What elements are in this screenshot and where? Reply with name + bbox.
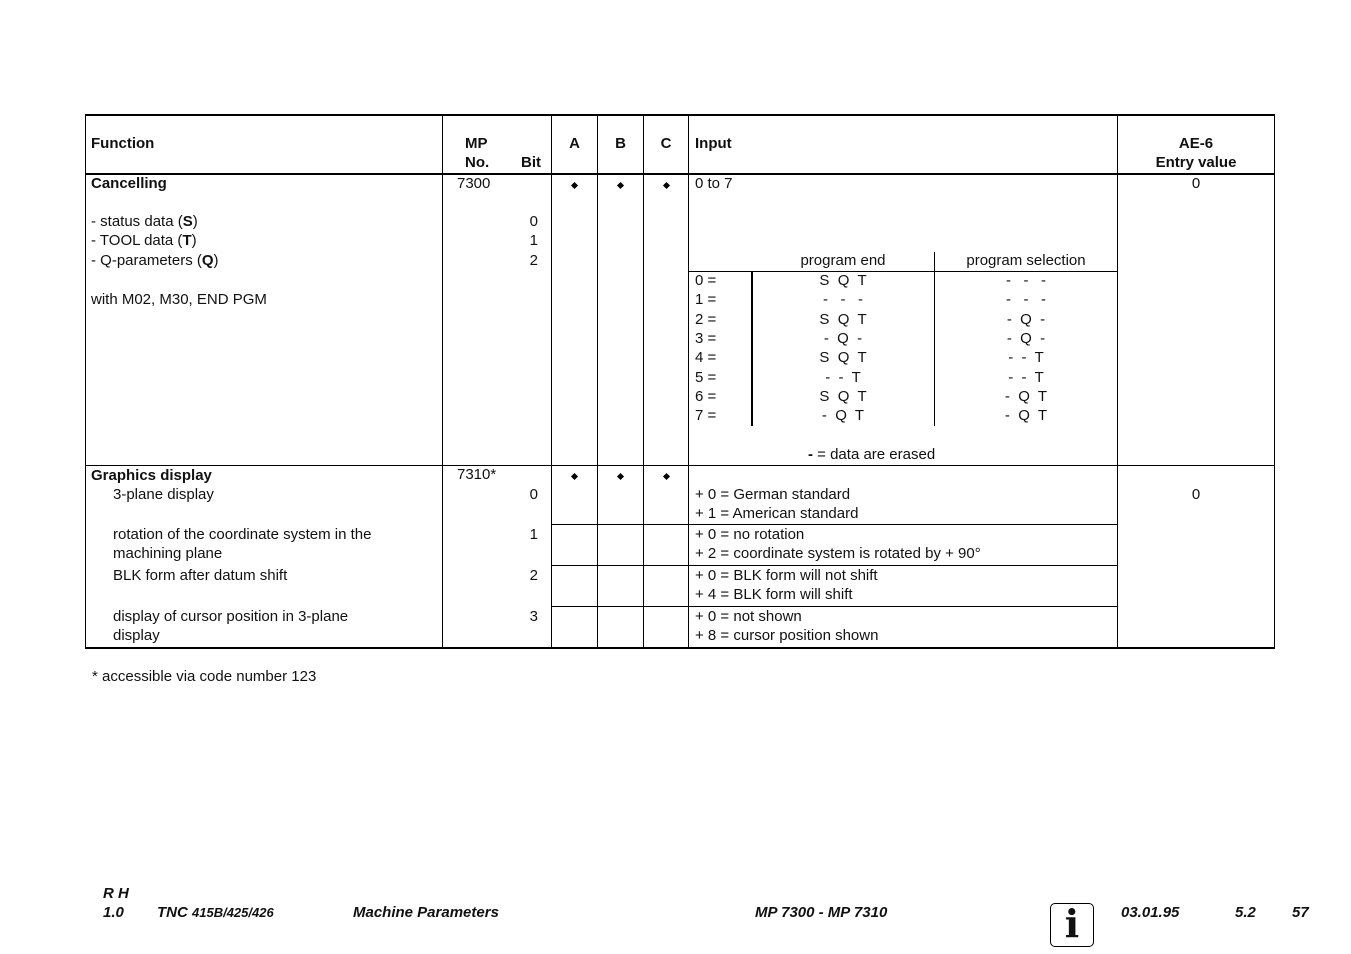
info-icon: i bbox=[1050, 903, 1094, 947]
header-bit: Bit bbox=[521, 154, 541, 171]
graphics-item-bit: 3 bbox=[529, 608, 538, 625]
code-row-value: 3 = bbox=[695, 329, 717, 347]
code-row-value: 7 = bbox=[695, 407, 717, 425]
col-program-selection: program selection bbox=[966, 252, 1086, 269]
cancelling-range: 0 to 7 bbox=[695, 175, 733, 192]
col-line bbox=[597, 114, 598, 649]
code-row-value: 1 = bbox=[695, 291, 717, 309]
col-line bbox=[442, 114, 443, 649]
footnote: * accessible via code number 123 bbox=[92, 668, 317, 685]
footer-version: 1.0 bbox=[103, 904, 124, 921]
graphics-mp: 7310* bbox=[457, 466, 497, 483]
footer-section-title: Machine Parameters bbox=[353, 904, 499, 921]
col-line bbox=[1117, 114, 1118, 649]
table-bottom-border bbox=[85, 647, 1275, 649]
header-function: Function bbox=[91, 135, 155, 152]
header-bottom-border bbox=[85, 173, 1275, 175]
diamond-b bbox=[617, 182, 624, 189]
header-mp: MP bbox=[465, 135, 488, 152]
footer-chapter: 5.2 bbox=[1235, 904, 1256, 921]
footer-page: 57 bbox=[1292, 904, 1309, 921]
footer-rh: R H bbox=[103, 885, 129, 902]
program-end-cell: S Q T bbox=[819, 310, 867, 328]
program-end-cell: S Q T bbox=[819, 272, 867, 289]
program-selection-cell: - Q T bbox=[1004, 407, 1048, 425]
program-selection-cell: - Q T bbox=[1004, 387, 1048, 405]
with-m02-note: with M02, M30, END PGM bbox=[91, 291, 267, 308]
program-end-cell: - Q T bbox=[821, 407, 865, 425]
program-selection-cell: - - T bbox=[1008, 368, 1044, 386]
col-program-end: program end bbox=[800, 252, 886, 269]
col-line bbox=[688, 114, 689, 649]
diamond-c bbox=[663, 473, 670, 480]
diamond-c bbox=[663, 182, 670, 189]
code-row-value: 2 = bbox=[695, 310, 717, 328]
graphics-item-input: + 4 = BLK form will shift bbox=[695, 586, 853, 603]
diamond-b bbox=[617, 473, 624, 480]
diamond-a bbox=[571, 182, 578, 189]
program-end-cell: - Q - bbox=[823, 329, 863, 347]
col-line bbox=[85, 114, 86, 649]
code-row-value: 4 = bbox=[695, 349, 717, 367]
graphics-item-bit: 0 bbox=[529, 486, 538, 503]
program-selection-cell: - - T bbox=[1008, 349, 1044, 367]
col-line bbox=[551, 114, 552, 649]
subrow-divider bbox=[551, 524, 1117, 525]
graphics-item-label: rotation of the coordinate system in the bbox=[113, 526, 372, 543]
footer-date: 03.01.95 bbox=[1121, 904, 1180, 921]
diamond-a bbox=[571, 473, 578, 480]
code-row-value: 0 = bbox=[695, 272, 717, 289]
graphics-item-input: + 0 = German standard bbox=[695, 486, 851, 503]
graphics-item-input: + 8 = cursor position shown bbox=[695, 627, 879, 644]
header-no: No. bbox=[465, 154, 490, 171]
tool-data-label: - TOOL data (T) bbox=[91, 232, 197, 249]
header-a: A bbox=[569, 135, 580, 152]
graphics-item-label-cont: machining plane bbox=[113, 545, 223, 562]
bit-0: 0 bbox=[529, 213, 538, 230]
footer-mp-range: MP 7300 - MP 7310 bbox=[755, 904, 888, 921]
program-selection-cell: - Q - bbox=[1006, 310, 1046, 328]
table-top-border bbox=[85, 114, 1275, 116]
col-line bbox=[643, 114, 644, 649]
footer-product: TNC 415B/425/426 bbox=[157, 904, 274, 921]
graphics-item-input: + 0 = BLK form will not shift bbox=[695, 567, 878, 584]
program-selection-cell: - Q - bbox=[1006, 329, 1046, 347]
graphics-title: Graphics display bbox=[91, 467, 212, 484]
q-params-label: - Q-parameters (Q) bbox=[91, 252, 219, 269]
graphics-item-label: display of cursor position in 3-plane bbox=[113, 608, 349, 625]
graphics-item-label-cont: display bbox=[113, 627, 160, 644]
graphics-item-label: 3-plane display bbox=[113, 486, 214, 503]
col-line bbox=[1274, 114, 1275, 649]
cancelling-mp: 7300 bbox=[457, 175, 491, 192]
cancelling-entry: 0 bbox=[1191, 175, 1201, 192]
graphics-entry: 0 bbox=[1191, 486, 1201, 503]
graphics-item-input: + 1 = American standard bbox=[695, 505, 859, 522]
graphics-item-bit: 2 bbox=[529, 567, 538, 584]
graphics-item-input: + 0 = no rotation bbox=[695, 526, 805, 543]
bit-2: 2 bbox=[529, 252, 538, 269]
header-entry-value: Entry value bbox=[1155, 154, 1237, 171]
program-selection-cell: - - - bbox=[1006, 272, 1046, 289]
bit-1: 1 bbox=[529, 232, 538, 249]
program-end-cell: S Q T bbox=[819, 349, 867, 367]
cancelling-title: Cancelling bbox=[91, 175, 167, 192]
graphics-item-input: + 0 = not shown bbox=[695, 608, 802, 625]
subrow-divider bbox=[551, 606, 1117, 607]
code-row-value: 6 = bbox=[695, 387, 717, 405]
program-end-cell: - - T bbox=[825, 368, 861, 386]
status-data-label: - status data (S) bbox=[91, 213, 198, 230]
header-b: B bbox=[615, 135, 626, 152]
legend: - = data are erased bbox=[808, 446, 936, 463]
row-divider bbox=[85, 465, 1275, 466]
program-end-cell: - - - bbox=[823, 291, 863, 309]
graphics-item-input: + 2 = coordinate system is rotated by + 90° bbox=[695, 545, 981, 562]
graphics-item-label: BLK form after datum shift bbox=[113, 567, 288, 584]
header-c: C bbox=[660, 135, 672, 152]
code-row-value: 5 = bbox=[695, 368, 717, 386]
graphics-item-bit: 1 bbox=[529, 526, 538, 543]
header-input: Input bbox=[695, 135, 732, 152]
header-ae6: AE-6 bbox=[1178, 135, 1214, 152]
program-end-cell: S Q T bbox=[819, 387, 867, 405]
program-selection-cell: - - - bbox=[1006, 291, 1046, 309]
